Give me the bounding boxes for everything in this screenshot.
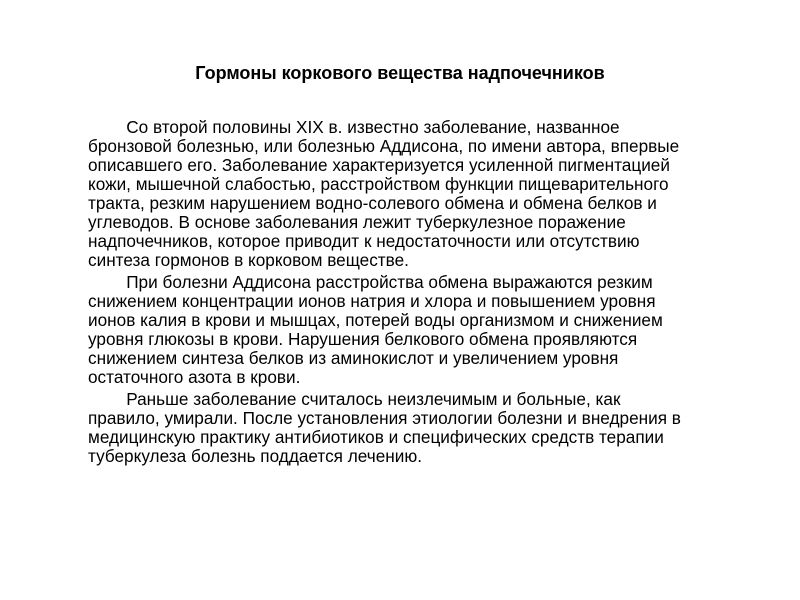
text-line: описавшего его. Заболевание характеризуется усиленной пигментацией bbox=[88, 155, 670, 175]
text-line: Раньше заболевание считалось неизлечимым и больные, как bbox=[88, 389, 621, 409]
text-line: медицинскую практику антибиотиков и специфических средств терапии bbox=[88, 427, 664, 447]
paragraph-1 bbox=[88, 118, 743, 270]
text-line: правило, умирали. После установления этиологии болезни и внедрения в bbox=[88, 408, 681, 428]
paragraph-3 bbox=[88, 390, 743, 466]
text-line: синтеза гормонов в корковом веществе. bbox=[88, 250, 409, 270]
text-line: тракта, резким нарушением водно-солевого обмена и обмена белков и bbox=[88, 193, 657, 213]
text-line: снижением концентрации ионов натрия и хлора и повышением уровня bbox=[88, 291, 656, 311]
text-line: остаточного азота в крови. bbox=[88, 367, 301, 387]
document-body bbox=[88, 118, 743, 469]
text-line: туберкулеза болезнь поддается лечению. bbox=[88, 446, 423, 466]
page-title: Гормоны коркового вещества надпочечников bbox=[195, 63, 605, 83]
text-line: уровня глюкозы в крови. Нарушения белкового обмена проявляются bbox=[88, 329, 638, 349]
text-line: бронзовой болезнью, или болезнью Аддисона, по имени автора, впервые bbox=[88, 136, 680, 156]
text-line: При болезни Аддисона расстройства обмена выражаются резким bbox=[88, 272, 653, 292]
text-line: Со второй половины XIX в. известно заболевание, названное bbox=[88, 117, 620, 137]
text-line: ионов калия в крови и мышцах, потерей воды организмом и снижением bbox=[88, 310, 663, 330]
text-line: снижением синтеза белков из аминокислот и увеличением уровня bbox=[88, 348, 619, 368]
text-line: кожи, мышечной слабостью, расстройством функции пищеварительного bbox=[88, 174, 669, 194]
paragraph-2 bbox=[88, 273, 743, 387]
text-line: углеводов. В основе заболевания лежит туберкулезное поражение bbox=[88, 212, 626, 232]
text-line: надпочечников, которое приводит к недостаточности или отсутствию bbox=[88, 231, 640, 251]
